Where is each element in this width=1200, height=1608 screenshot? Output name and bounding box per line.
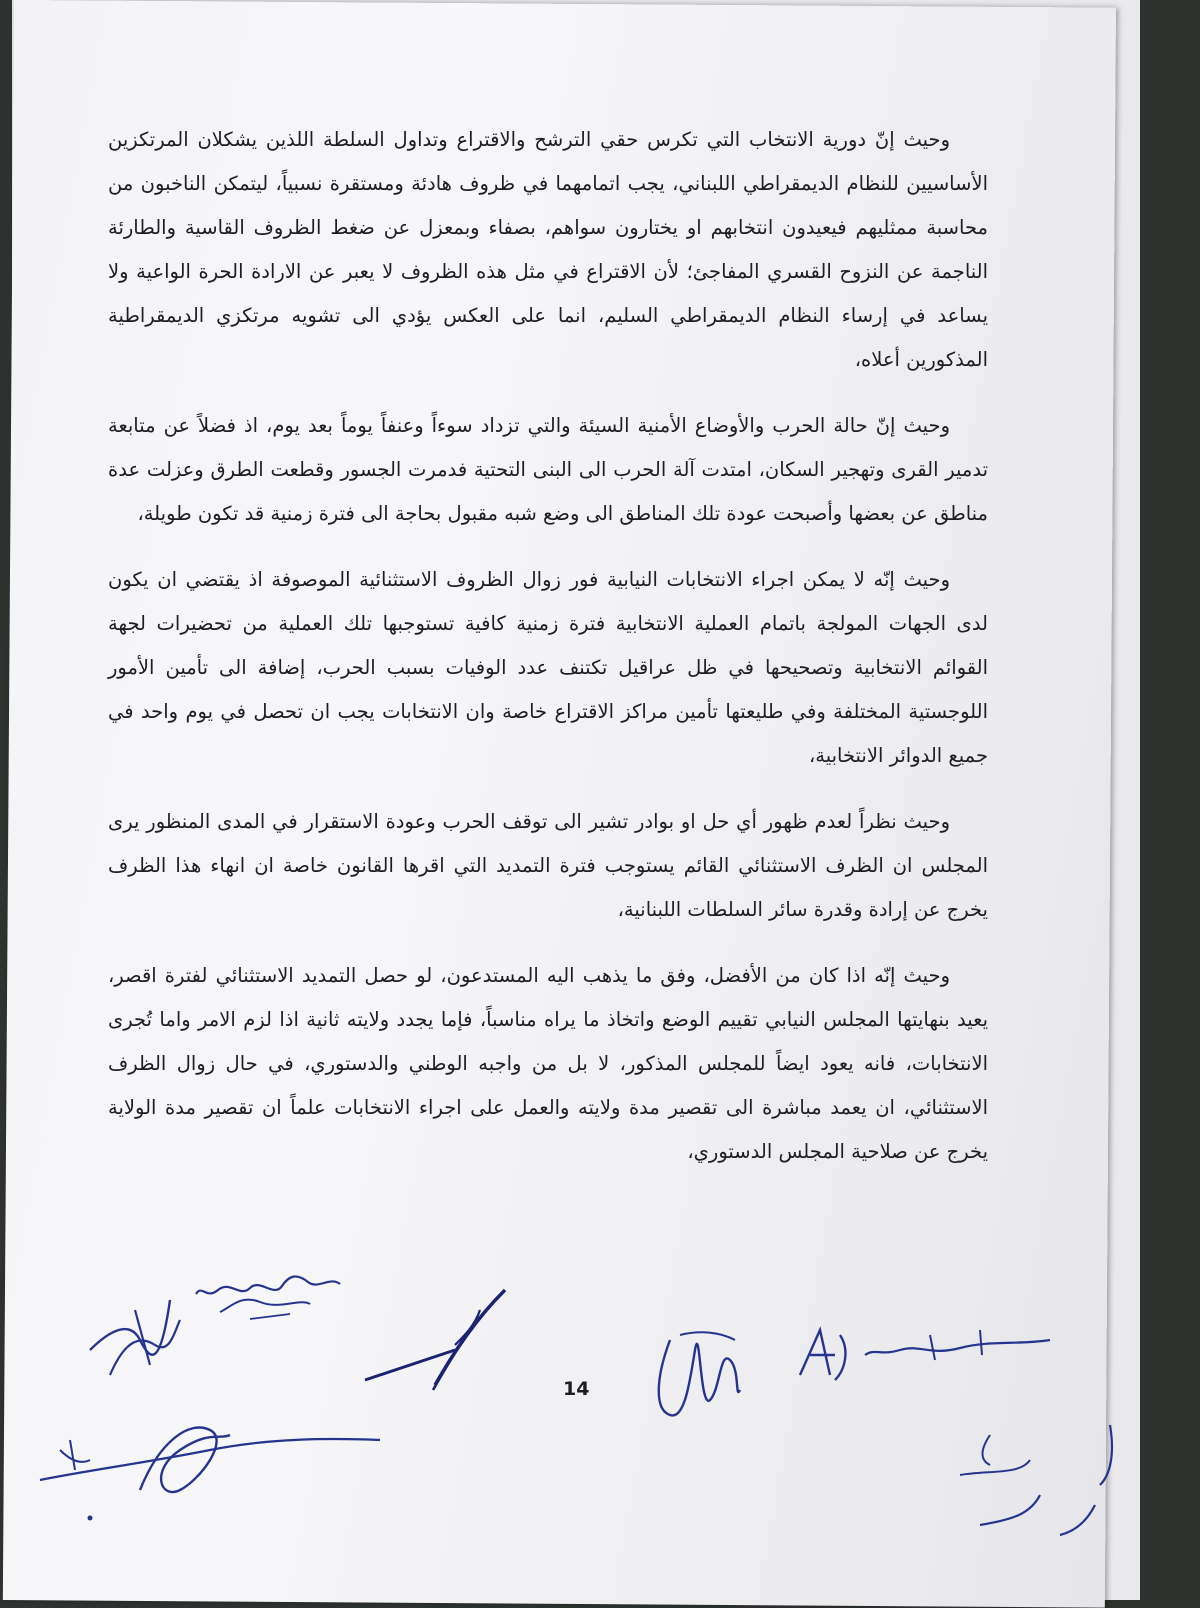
signature-7 xyxy=(950,1415,1130,1555)
paragraph: وحيث إنّ حالة الحرب والأوضاع الأمنية السيئة والتي تزداد سوءاً وعنفاً يوماً بعد يوم، اذ فضلاً عن متابعة تدمير القرى وتهجير السكان، امتدت آلة الحرب الى البنى التحتية فدمرت الجسور وقطعت الطرق وعزلت عدة مناطق عن بعضها وأصبحت عودة تلك المناطق الى وضع شبه مقبول بحاجة الى فترة زمنية قد تكون طويلة، xyxy=(108,414,988,525)
signature-5 xyxy=(790,1320,860,1390)
signature-1 xyxy=(80,1280,190,1390)
signature-3 xyxy=(30,1410,390,1530)
document-body xyxy=(108,118,988,1196)
handwritten-note-signature xyxy=(190,1264,350,1334)
signature-6 xyxy=(860,1320,1060,1380)
signature-2 xyxy=(355,1280,515,1400)
signature-4 xyxy=(650,1320,750,1430)
paragraph: وحيث نظراً لعدم ظهور أي حل او بوادر تشير الى توقف الحرب وعودة الاستقرار في المدى المنظور يرى المجلس ان الظرف الاستثنائي القائم يستوجب فترة التمديد التي اقرها القانون خاصة ان انهاء هذا الظرف يخرج عن إرادة وقدرة سائر السلطات اللبنانية، xyxy=(108,810,988,921)
paragraph: وحيث إنّه لا يمكن اجراء الانتخابات النيابية فور زوال الظروف الاستثنائية الموصوفة اذ يقتضي ان يكون لدى الجهات المولجة باتمام العملية الانتخابية فترة زمنية كافية تستوجبها تلك العملية من تحضيرات لجهة القوائم الانتخابية وتصحيحها في ظل عراقيل تكتنف عدد الوفيات بسبب الحرب، إضافة الى تأمين الأمور اللوجستية المختلفة وفي طليعتها تأمين مراكز الاقتراع خاصة وان الانتخابات يجب ان تحصل في يوم واحد في جميع الدوائر الانتخابية، xyxy=(108,568,988,767)
paragraph: وحيث إنّ دورية الانتخاب التي تكرس حقي الترشح والاقتراع وتداول السلطة اللذين يشكلان المرتكزين الأساسيين للنظام الديمقراطي اللبناني، يجب اتمامهما في ظروف هادئة ومستقرة نسبياً، ليتمكن الناخبون من محاسبة ممثليهم فيعيدون انتخابهم او يختارون سواهم، بصفاء وبمعزل عن ضغط الظروف القاسية والطارئة الناجمة عن النزوح القسري المفاجئ؛ لأن الاقتراع في مثل هذه الظروف لا يعبر عن الارادة الحرة الواعية ولا يساعد في إرساء النظام الديمقراطي السليم، انما على العكس يؤدي الى تشويه مرتكزي الديمقراطية المذكورين أعلاه، xyxy=(108,128,988,371)
page-number: 14 xyxy=(563,1378,590,1400)
paragraph: وحيث إنّه اذا كان من الأفضل، وفق ما يذهب اليه المستدعون، لو حصل التمديد الاستثنائي لفترة اقصر، يعيد بنهايتها المجلس النيابي تقييم الوضع واتخاذ ما يراه مناسباً، فإما يجدد ولايته ثانية اذا لزم الامر واما تُجرى الانتخابات، فانه يعود ايضاً للمجلس المذكور، لا بل من واجبه الوطني والدستوري، في حال زوال الظرف الاستثنائي، ان يعمد مباشرة الى تقصير مدة ولايته والعمل على اجراء الانتخابات علماً ان تقصير مدة الولاية يخرج عن صلاحية المجلس الدستوري، xyxy=(108,964,988,1163)
signatures-area xyxy=(0,1250,1200,1600)
